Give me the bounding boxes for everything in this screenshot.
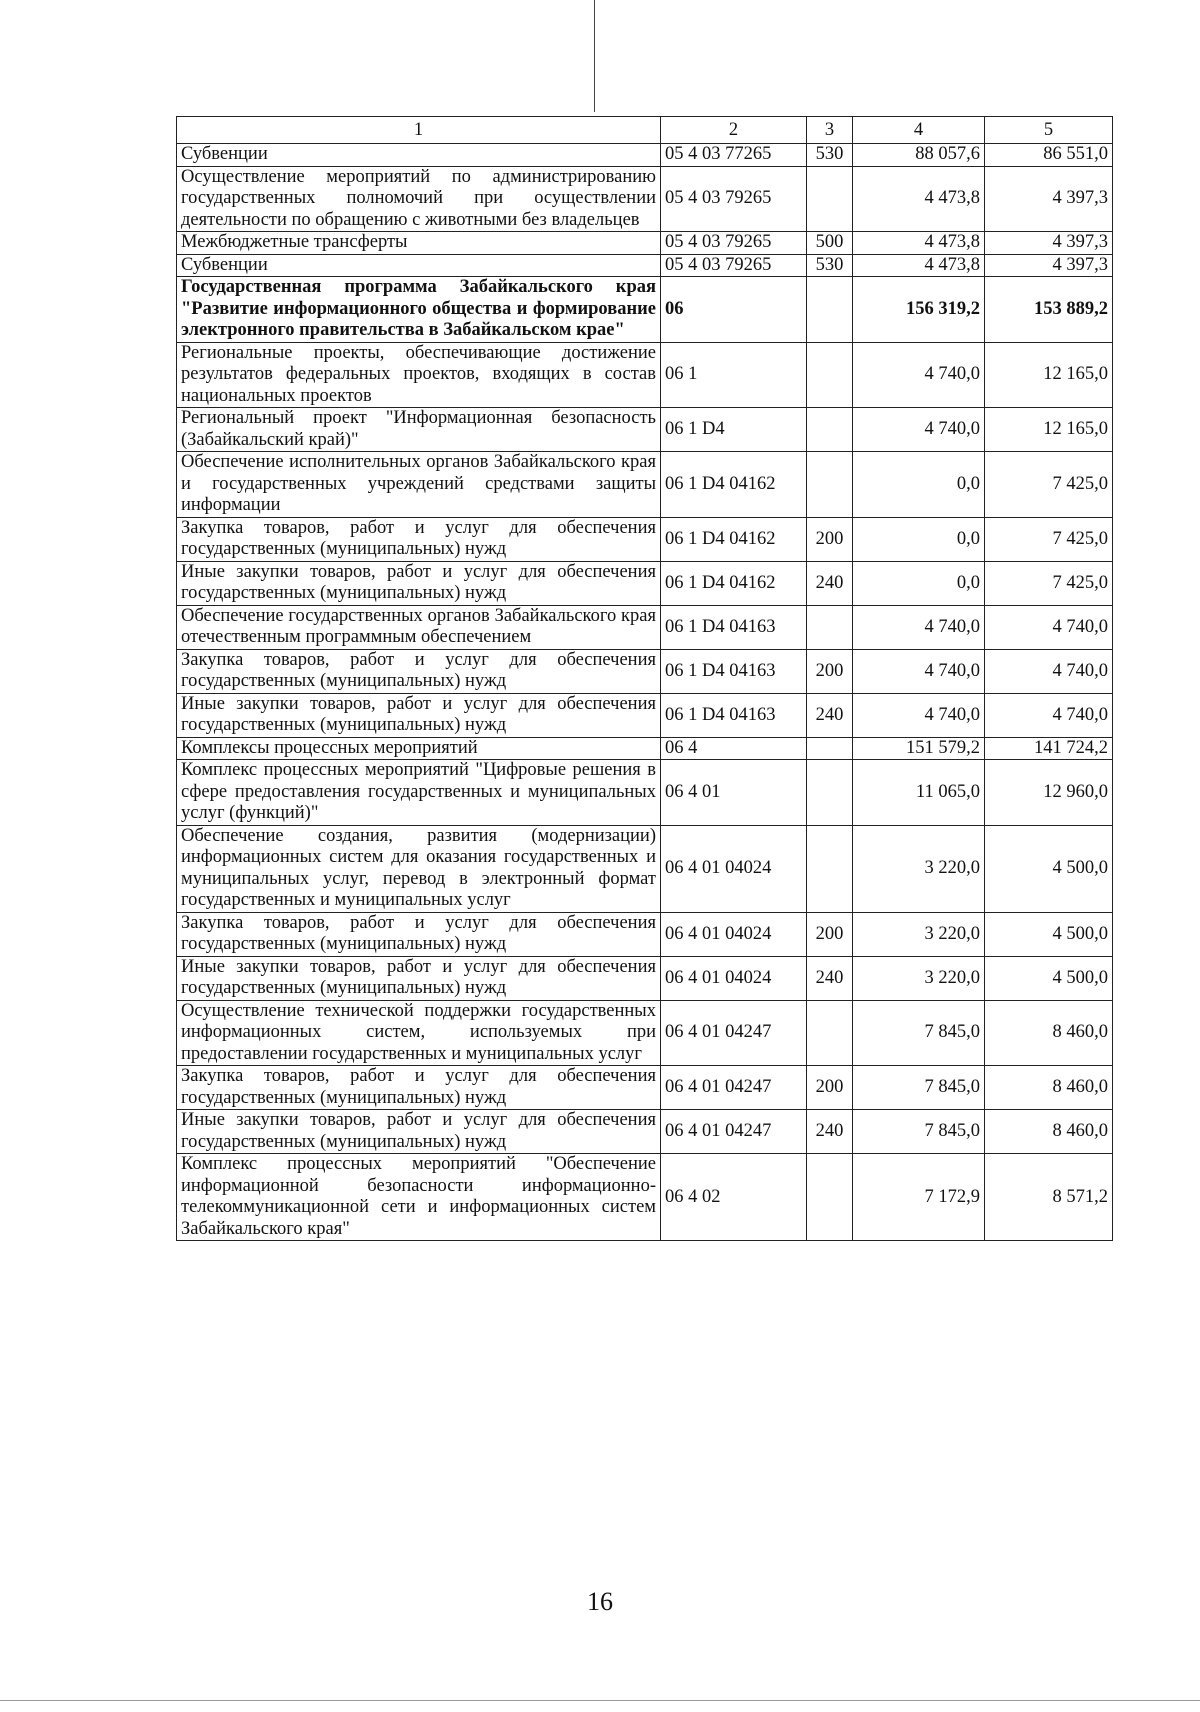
row-code-cell: 06 1 D4 04163 (661, 649, 807, 693)
row-value-col4-cell: 4 473,8 (853, 166, 985, 232)
row-code-cell: 06 4 01 04247 (661, 1000, 807, 1066)
row-expense-type-cell (807, 605, 853, 649)
row-name-cell: Обеспечение исполнительных органов Забайкальского края и государственных учреждений средствами защиты информации (177, 452, 661, 518)
row-value-col4-cell: 4 740,0 (853, 649, 985, 693)
row-value-col4-cell: 4 473,8 (853, 232, 985, 255)
row-value-col4-cell: 7 845,0 (853, 1000, 985, 1066)
row-value-col4-cell: 151 579,2 (853, 737, 985, 760)
row-name-cell: Иные закупки товаров, работ и услуг для обеспечения государственных (муниципальных) нужд (177, 561, 661, 605)
table-row (177, 825, 1113, 912)
row-expense-type-cell: 200 (807, 1066, 853, 1110)
row-expense-type-cell (807, 1000, 853, 1066)
row-value-col5-cell: 4 740,0 (985, 693, 1113, 737)
row-expense-type-cell: 530 (807, 144, 853, 167)
row-name-cell: Осуществление мероприятий по администрированию государственных полномочий при осуществлении деятельности по обращению с животными без владельцев (177, 166, 661, 232)
row-value-col4-cell: 0,0 (853, 561, 985, 605)
row-expense-type-cell (807, 452, 853, 518)
row-code-cell: 06 1 D4 04162 (661, 561, 807, 605)
row-expense-type-cell: 240 (807, 956, 853, 1000)
row-code-cell: 06 1 D4 (661, 408, 807, 452)
row-value-col4-cell: 4 740,0 (853, 605, 985, 649)
table-row (177, 452, 1113, 518)
row-value-col5-cell: 7 425,0 (985, 517, 1113, 561)
row-value-col5-cell: 86 551,0 (985, 144, 1113, 167)
row-expense-type-cell: 240 (807, 693, 853, 737)
row-expense-type-cell (807, 825, 853, 912)
table-row (177, 232, 1113, 255)
row-expense-type-cell: 200 (807, 649, 853, 693)
row-value-col4-cell: 3 220,0 (853, 912, 985, 956)
row-value-col4-cell: 7 172,9 (853, 1154, 985, 1241)
row-value-col5-cell: 4 740,0 (985, 605, 1113, 649)
table-row (177, 605, 1113, 649)
row-name-cell: Региональный проект "Информационная безопасность (Забайкальский край)" (177, 408, 661, 452)
table-row (177, 277, 1113, 343)
row-value-col4-cell: 4 473,8 (853, 254, 985, 277)
row-name-cell: Иные закупки товаров, работ и услуг для обеспечения государственных (муниципальных) нужд (177, 1110, 661, 1154)
table-row (177, 1066, 1113, 1110)
table-row (177, 1110, 1113, 1154)
row-name-cell: Комплекс процессных мероприятий "Цифровые решения в сфере предоставления государственных и муниципальных услуг (функций)" (177, 760, 661, 826)
row-expense-type-cell: 200 (807, 517, 853, 561)
row-expense-type-cell: 240 (807, 1110, 853, 1154)
row-value-col5-cell: 153 889,2 (985, 277, 1113, 343)
row-name-cell: Региональные проекты, обеспечивающие достижение результатов федеральных проектов, входящих в состав национальных проектов (177, 342, 661, 408)
row-expense-type-cell (807, 342, 853, 408)
row-code-cell: 06 4 01 (661, 760, 807, 826)
table-row (177, 693, 1113, 737)
column-header: 3 (807, 117, 853, 144)
row-expense-type-cell (807, 1154, 853, 1241)
row-code-cell: 06 1 D4 04163 (661, 605, 807, 649)
table-header-row (177, 117, 1113, 144)
table-row (177, 517, 1113, 561)
row-value-col5-cell: 8 460,0 (985, 1000, 1113, 1066)
budget-table (176, 116, 1113, 1241)
row-value-col5-cell: 7 425,0 (985, 561, 1113, 605)
row-value-col5-cell: 141 724,2 (985, 737, 1113, 760)
table-row (177, 1154, 1113, 1241)
page-number: 16 (587, 1587, 613, 1616)
table-row (177, 912, 1113, 956)
row-value-col4-cell: 7 845,0 (853, 1066, 985, 1110)
table-row (177, 561, 1113, 605)
column-header: 1 (177, 117, 661, 144)
row-code-cell: 06 4 01 04247 (661, 1066, 807, 1110)
row-value-col4-cell: 3 220,0 (853, 956, 985, 1000)
row-value-col5-cell: 4 397,3 (985, 166, 1113, 232)
table-row (177, 760, 1113, 826)
row-name-cell: Обеспечение государственных органов Забайкальского края отечественным программным обеспечением (177, 605, 661, 649)
row-name-cell: Закупка товаров, работ и услуг для обеспечения государственных (муниципальных) нужд (177, 912, 661, 956)
row-expense-type-cell: 200 (807, 912, 853, 956)
row-value-col4-cell: 4 740,0 (853, 693, 985, 737)
scan-artifact-line (594, 0, 595, 112)
row-value-col5-cell: 4 500,0 (985, 912, 1113, 956)
row-value-col5-cell: 12 165,0 (985, 408, 1113, 452)
row-value-col5-cell: 4 500,0 (985, 825, 1113, 912)
table-row (177, 1000, 1113, 1066)
row-value-col4-cell: 4 740,0 (853, 408, 985, 452)
row-name-cell: Межбюджетные трансферты (177, 232, 661, 255)
row-value-col5-cell: 4 500,0 (985, 956, 1113, 1000)
row-code-cell: 06 4 01 04024 (661, 956, 807, 1000)
row-name-cell: Обеспечение создания, развития (модернизации) информационных систем для оказания государственных и муниципальных услуг, перевод в электронный формат государственных и муниципальных услуг (177, 825, 661, 912)
row-code-cell: 06 4 01 04247 (661, 1110, 807, 1154)
row-expense-type-cell (807, 737, 853, 760)
row-code-cell: 06 4 (661, 737, 807, 760)
row-name-cell: Иные закупки товаров, работ и услуг для обеспечения государственных (муниципальных) нужд (177, 956, 661, 1000)
row-name-cell: Закупка товаров, работ и услуг для обеспечения государственных (муниципальных) нужд (177, 517, 661, 561)
column-header: 5 (985, 117, 1113, 144)
row-value-col4-cell: 156 319,2 (853, 277, 985, 343)
column-header: 2 (661, 117, 807, 144)
row-value-col5-cell: 4 397,3 (985, 254, 1113, 277)
column-header: 4 (853, 117, 985, 144)
row-value-col4-cell: 7 845,0 (853, 1110, 985, 1154)
row-code-cell: 06 1 D4 04162 (661, 517, 807, 561)
row-name-cell: Субвенции (177, 144, 661, 167)
row-name-cell: Закупка товаров, работ и услуг для обеспечения государственных (муниципальных) нужд (177, 1066, 661, 1110)
table-row (177, 649, 1113, 693)
row-value-col5-cell: 4 740,0 (985, 649, 1113, 693)
row-value-col5-cell: 8 571,2 (985, 1154, 1113, 1241)
scan-artifact-line (0, 1700, 1200, 1701)
row-value-col4-cell: 4 740,0 (853, 342, 985, 408)
table-row (177, 956, 1113, 1000)
row-value-col4-cell: 0,0 (853, 517, 985, 561)
row-name-cell: Субвенции (177, 254, 661, 277)
row-value-col4-cell: 88 057,6 (853, 144, 985, 167)
row-expense-type-cell (807, 760, 853, 826)
row-name-cell: Государственная программа Забайкальского края "Развитие информационного общества и формирование электронного правительства в Забайкальском крае" (177, 277, 661, 343)
table-row (177, 408, 1113, 452)
row-expense-type-cell: 500 (807, 232, 853, 255)
table-row (177, 254, 1113, 277)
row-code-cell: 06 1 D4 04162 (661, 452, 807, 518)
row-code-cell: 06 4 01 04024 (661, 912, 807, 956)
table-row (177, 342, 1113, 408)
row-code-cell: 06 4 01 04024 (661, 825, 807, 912)
row-value-col4-cell: 3 220,0 (853, 825, 985, 912)
row-name-cell: Иные закупки товаров, работ и услуг для обеспечения государственных (муниципальных) нужд (177, 693, 661, 737)
row-code-cell: 06 4 02 (661, 1154, 807, 1241)
row-code-cell: 05 4 03 79265 (661, 232, 807, 255)
row-name-cell: Комплексы процессных мероприятий (177, 737, 661, 760)
row-value-col5-cell: 12 165,0 (985, 342, 1113, 408)
row-value-col4-cell: 11 065,0 (853, 760, 985, 826)
table-row (177, 166, 1113, 232)
row-value-col5-cell: 12 960,0 (985, 760, 1113, 826)
row-name-cell: Комплекс процессных мероприятий "Обеспечение информационной безопасности информационно-телекоммуникационной сети и информационных систем Забайкальского края" (177, 1154, 661, 1241)
row-expense-type-cell (807, 408, 853, 452)
row-expense-type-cell: 240 (807, 561, 853, 605)
row-expense-type-cell (807, 277, 853, 343)
table-row (177, 737, 1113, 760)
row-name-cell: Закупка товаров, работ и услуг для обеспечения государственных (муниципальных) нужд (177, 649, 661, 693)
row-code-cell: 05 4 03 77265 (661, 144, 807, 167)
row-value-col5-cell: 4 397,3 (985, 232, 1113, 255)
row-code-cell: 06 1 D4 04163 (661, 693, 807, 737)
table-body (177, 144, 1113, 1241)
row-name-cell: Осуществление технической поддержки государственных информационных систем, используемых при предоставлении государственных и муниципальных услуг (177, 1000, 661, 1066)
row-value-col4-cell: 0,0 (853, 452, 985, 518)
row-code-cell: 06 (661, 277, 807, 343)
row-value-col5-cell: 7 425,0 (985, 452, 1113, 518)
table-row (177, 144, 1113, 167)
row-code-cell: 06 1 (661, 342, 807, 408)
row-expense-type-cell: 530 (807, 254, 853, 277)
row-value-col5-cell: 8 460,0 (985, 1066, 1113, 1110)
row-value-col5-cell: 8 460,0 (985, 1110, 1113, 1154)
row-expense-type-cell (807, 166, 853, 232)
row-code-cell: 05 4 03 79265 (661, 254, 807, 277)
row-code-cell: 05 4 03 79265 (661, 166, 807, 232)
